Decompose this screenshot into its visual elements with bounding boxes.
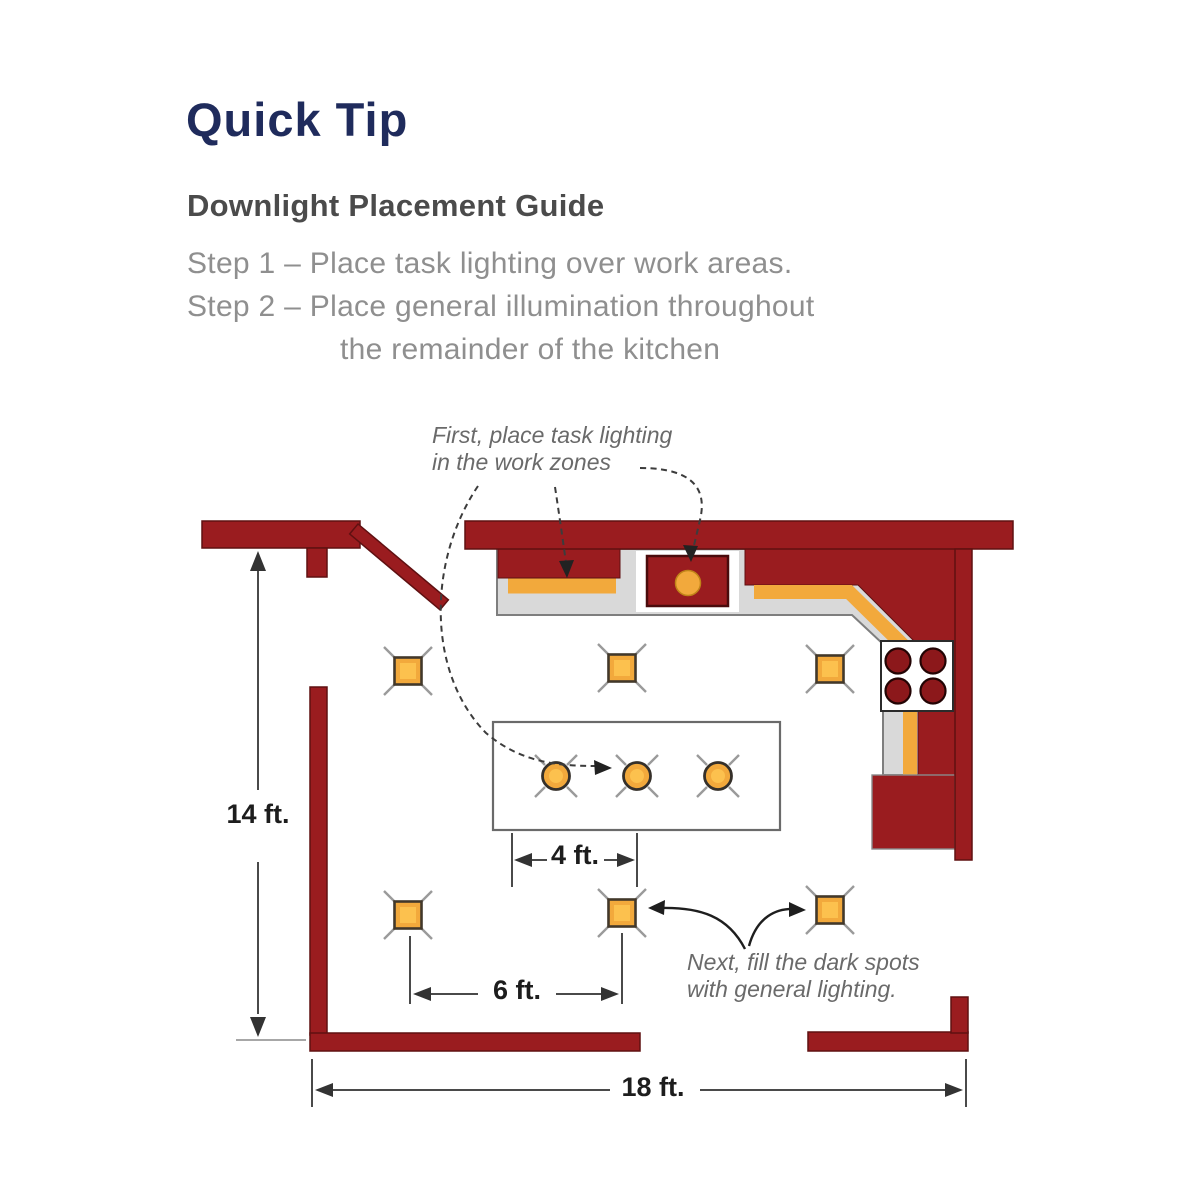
dimension-general-spacing-label: 6 ft. (452, 975, 582, 1006)
dimension-room-width-label: 18 ft. (588, 1072, 718, 1103)
general-downlight-icon (806, 645, 854, 693)
annotation-general-line1: Next, fill the dark spots (687, 949, 920, 975)
dimension-room-width (312, 1059, 966, 1107)
general-downlight-icon (384, 891, 432, 939)
general-downlight-icon (598, 644, 646, 692)
annotation-task-line1: First, place task lighting (432, 422, 673, 448)
step-2-line1: Step 2 – Place general illumination throughout (187, 290, 815, 323)
bottom-left-wall (310, 1033, 640, 1051)
bottom-right-wall (808, 1032, 968, 1051)
left-wall (310, 687, 327, 1035)
cooktop (881, 641, 953, 711)
top-left-wall (202, 521, 360, 548)
general-downlight-icon (384, 647, 432, 695)
step-2-line2: the remainder of the kitchen (340, 333, 721, 366)
task-downlight-icon (616, 755, 658, 797)
right-wall (955, 549, 972, 860)
general-downlight-icon (598, 889, 646, 937)
annotation-task-line2: in the work zones (432, 449, 611, 475)
general-annotation-arrows (660, 908, 795, 949)
bottom-right-wall-stub (951, 997, 968, 1033)
task-downlight-icon (697, 755, 739, 797)
dimension-general-spacing (410, 933, 622, 1004)
dimension-room-depth (236, 551, 306, 1040)
annotation-general-line2: with general lighting. (687, 976, 897, 1002)
door-leaf (350, 524, 449, 610)
door-jamb-stub (307, 548, 327, 577)
step-1: Step 1 – Place task lighting over work areas. (187, 247, 793, 280)
top-wall (465, 521, 1013, 549)
dimension-island-spacing (512, 833, 637, 887)
refrigerator (872, 775, 955, 849)
dimension-room-depth-label: 14 ft. (226, 799, 290, 829)
sink-task-downlight-icon (676, 571, 701, 596)
dimension-island-spacing-label: 4 ft. (510, 840, 640, 871)
page-title: Quick Tip (186, 93, 409, 146)
general-downlight-icon (806, 886, 854, 934)
guide-subtitle: Downlight Placement Guide (187, 188, 605, 223)
sink (636, 551, 739, 612)
